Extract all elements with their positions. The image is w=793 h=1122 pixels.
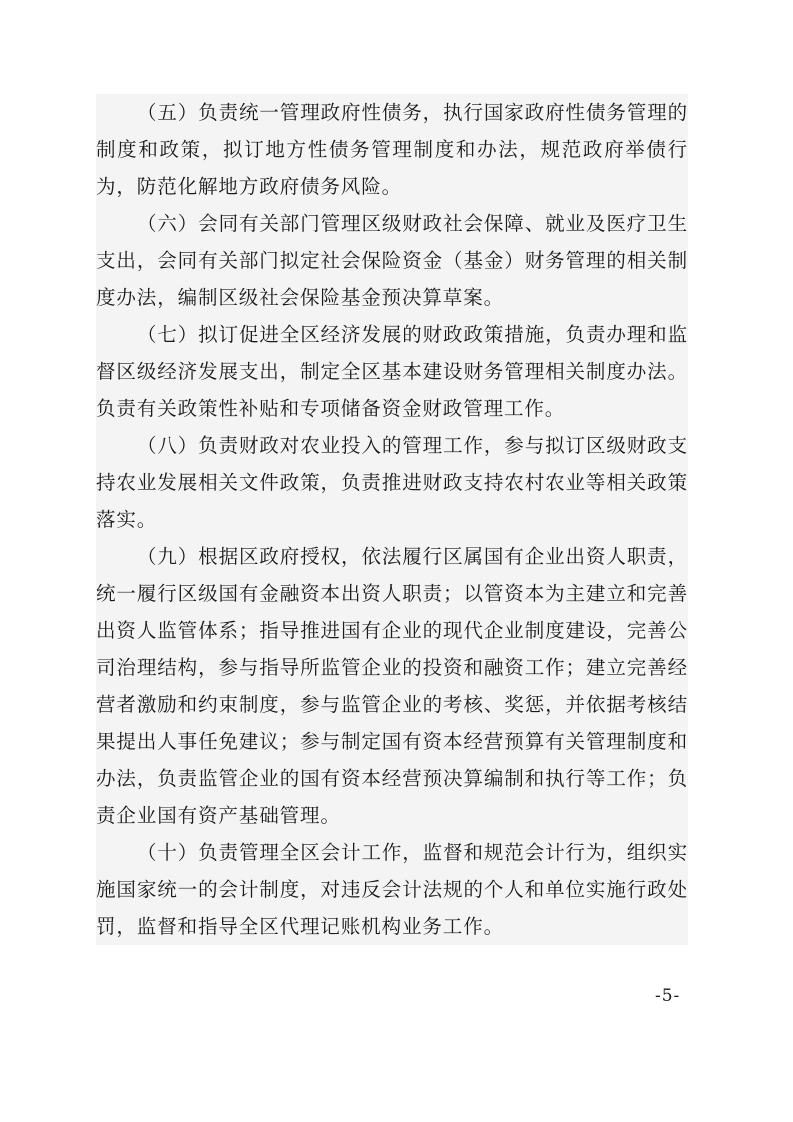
paragraph-10: （十）负责管理全区会计工作，监督和规范会计行为，组织实施国家统一的会计制度，对违反会计法规的个人和单位实施行政处罚，监督和指导全区代理记账机构业务工作。 — [96, 841, 688, 938]
paragraph-5: （五）负责统一管理政府性债务，执行国家政府性债务管理的制度和政策，拟订地方性债务管理制度和办法，规范政府举债行为，防范化解地方政府债务风险。 — [96, 101, 688, 198]
paragraph-8: （八）负责财政对农业投入的管理工作，参与拟订区级财政支持农业发展相关文件政策，负责推进财政支持农村农业等相关政策落实。 — [96, 434, 688, 531]
page-number: -5- — [655, 986, 681, 1006]
document-body — [96, 94, 688, 945]
paragraph-6: （六）会同有关部门管理区级财政社会保障、就业及医疗卫生支出，会同有关部门拟定社会保险资金（基金）财务管理的相关制度办法，编制区级社会保险基金预决算草案。 — [96, 212, 688, 309]
paragraph-7: （七）拟订促进全区经济发展的财政政策措施，负责办理和监督区级经济发展支出，制定全区基本建设财务管理相关制度办法。负责有关政策性补贴和专项储备资金财政管理工作。 — [96, 323, 688, 420]
paragraph-9: （九）根据区政府授权，依法履行区属国有企业出资人职责，统一履行区级国有金融资本出资人职责；以管资本为主建立和完善出资人监管体系；指导推进国有企业的现代企业制度建设，完善公司治理结构，参与指导所监管企业的投资和融资工作；建立完善经营者激励和约束制度，参与监管企业的考核、奖惩，并依据考核结果提出人事任免建议；参与制定国有资本经营预算有关管理制度和办法，负责监管企业的国有资本经营预决算编制和执行等工作；负责企业国有资产基础管理。 — [96, 545, 688, 827]
